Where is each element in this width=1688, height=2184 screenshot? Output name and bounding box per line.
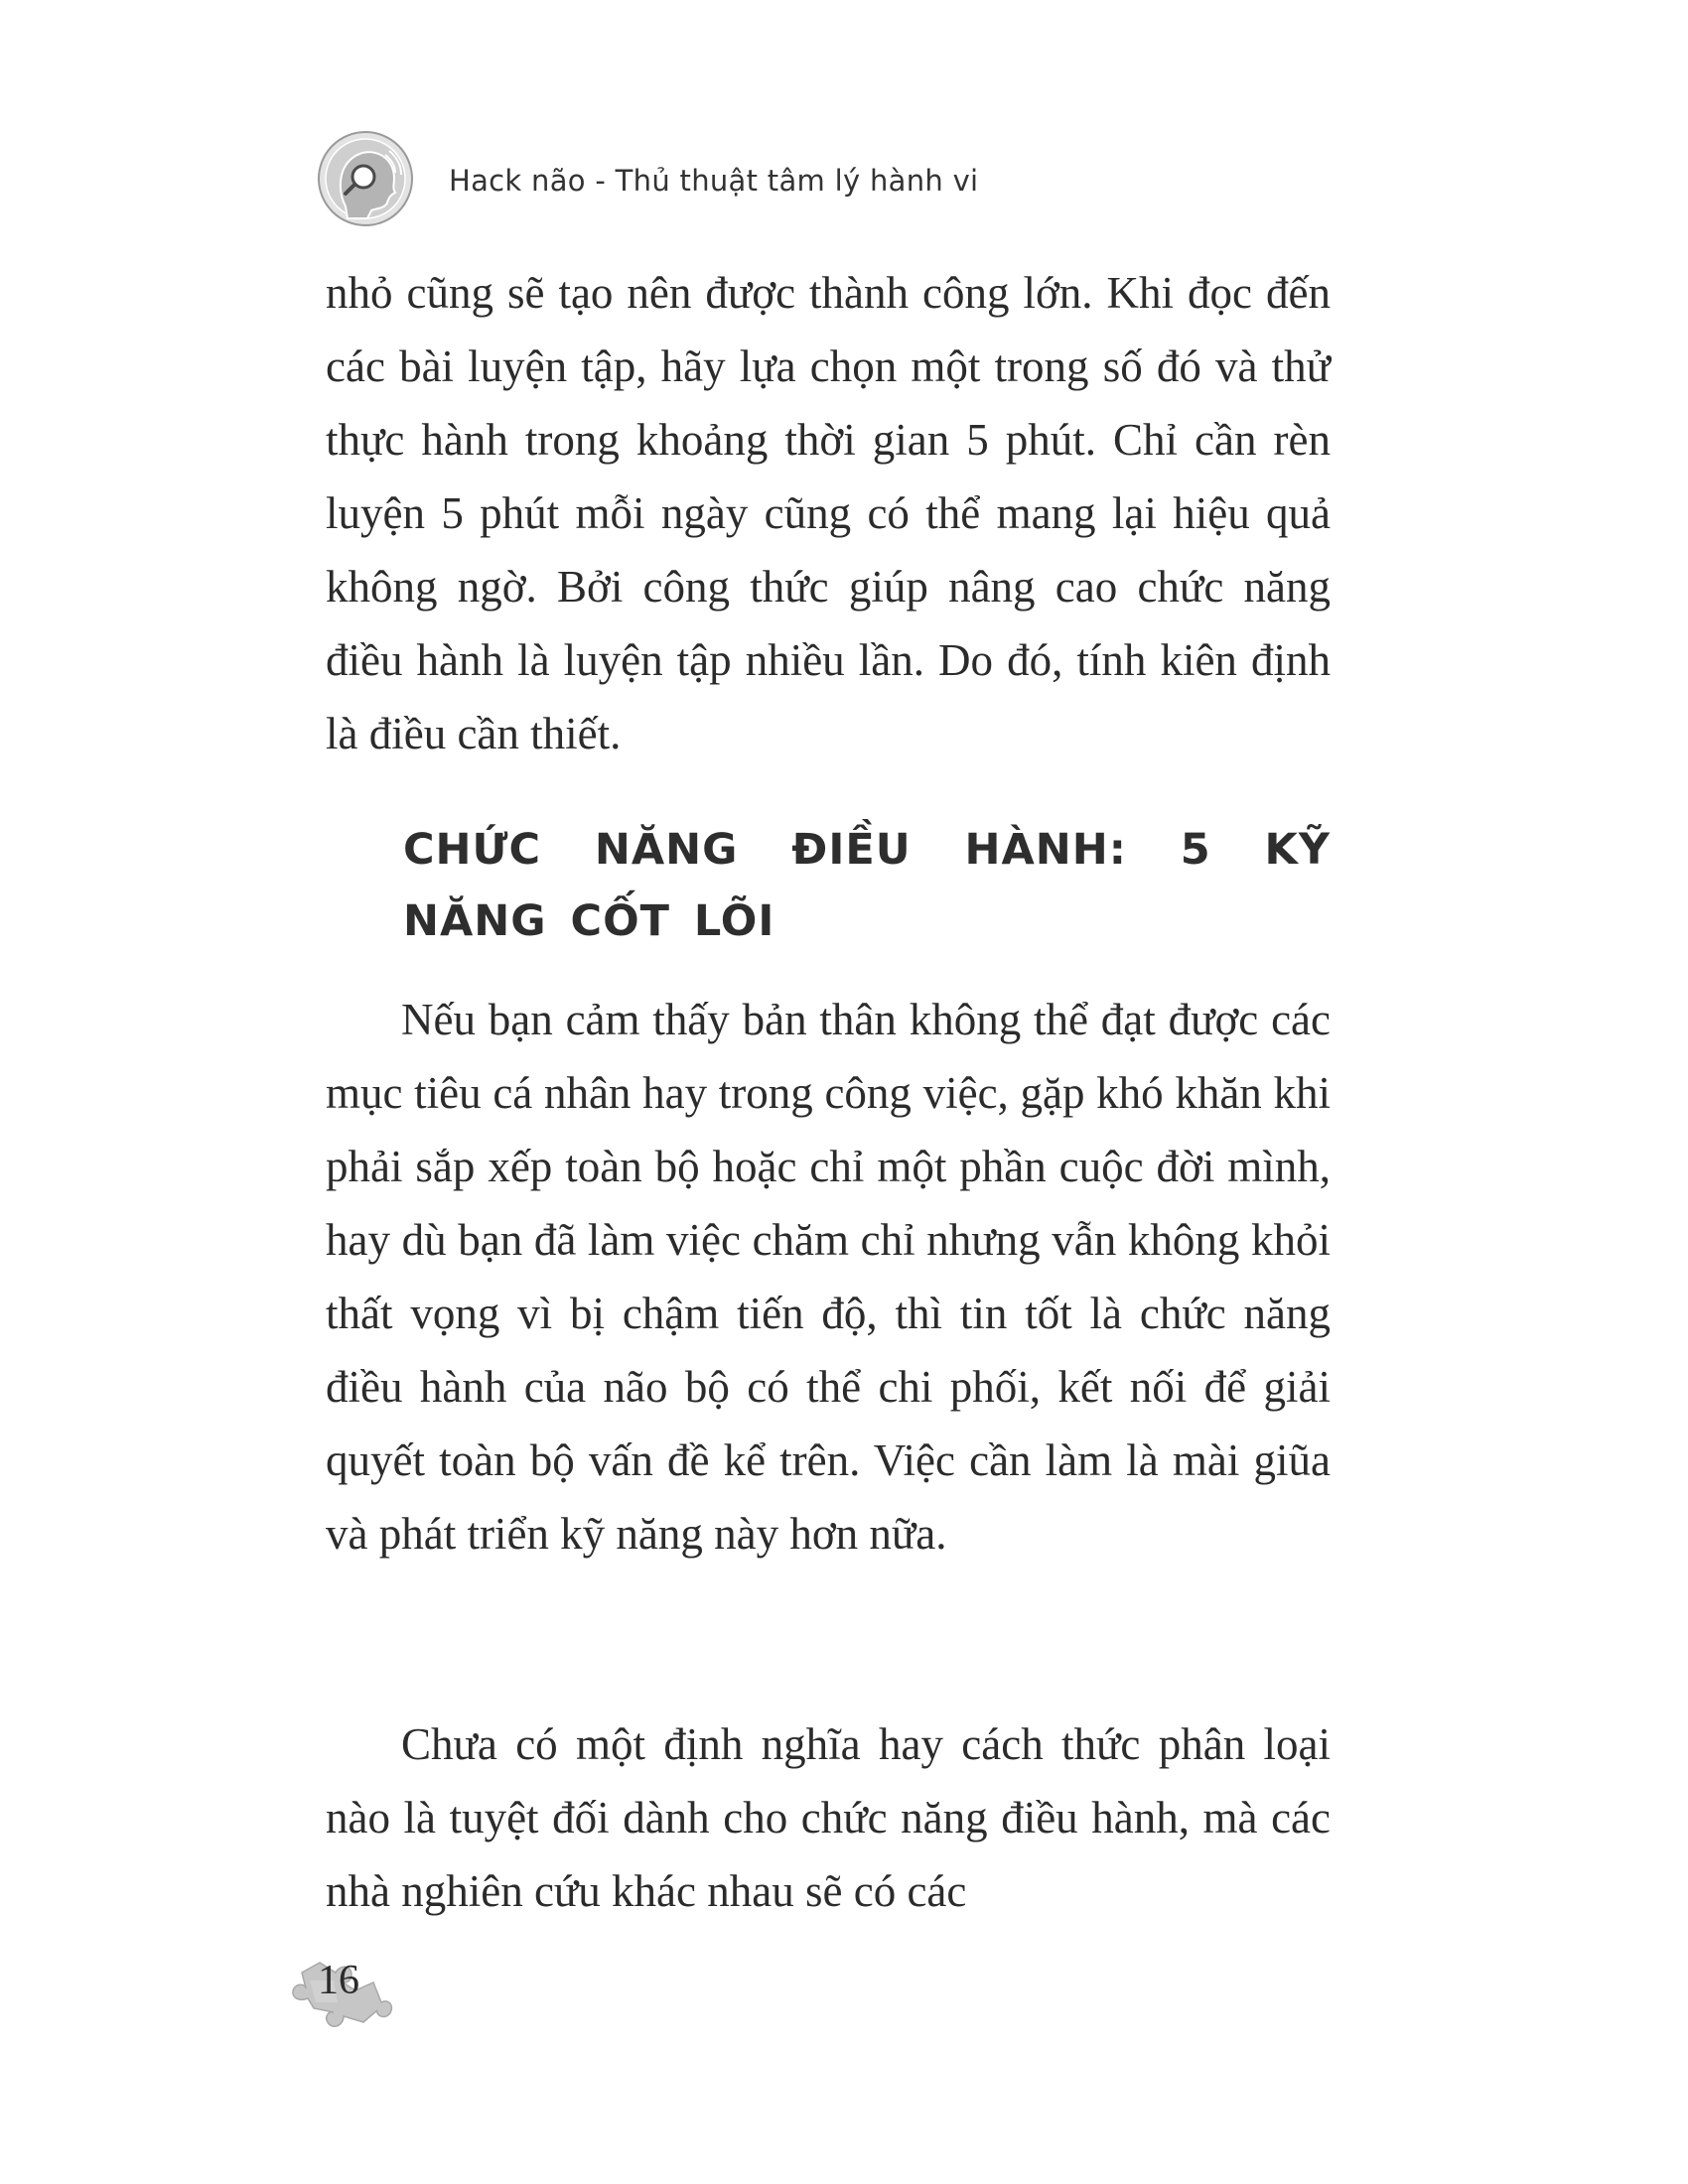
page-footer — [280, 1951, 399, 2040]
paragraph-text: Nếu bạn cảm thấy bản thân không thể đạt được các mục tiêu cá nhân hay trong công việc, gặp khó khăn khi phải sắp xếp toàn bộ hoặc chỉ một phần cuộc đời mình, hay dù bạn đã làm việc chăm chỉ nhưng vẫn không khỏi thất vọng vì bị chậm tiến độ, thì tin tốt là chức năng điều hành của não bộ có thể chi phối, kết nối để giải quyết toàn bộ vấn đề kể trên. Việc cần làm là mài giũa và phát triển kỹ năng này hơn nữa. — [326, 995, 1331, 1559]
page-number: 16 — [318, 1958, 359, 2003]
header-title: Hack não - Thủ thuật tâm lý hành vi — [449, 164, 979, 198]
running-header — [316, 129, 978, 228]
body-paragraph-1 — [326, 256, 1331, 770]
body-paragraph-3 — [326, 1707, 1331, 1928]
paragraph-text: Chưa có một định nghĩa hay cách thức phân loại nào là tuyệt đối dành cho chức năng điều hành, mà các nhà nghiên cứu khác nhau sẽ có các — [326, 1719, 1331, 1916]
body-paragraph-2 — [326, 983, 1331, 1570]
section-heading: CHỨC NĂNG ĐIỀU HÀNH: 5 KỸ NĂNG CỐT LÕI — [403, 825, 1331, 946]
head-magnifier-icon — [316, 129, 415, 228]
paragraph-text: nhỏ cũng sẽ tạo nên được thành công lớn. Khi đọc đến các bài luyện tập, hãy lựa chọn một trong số đó và thử thực hành trong khoảng thời gian 5 phút. Chỉ cần rèn luyện 5 phút mỗi ngày cũng có thể mang lại hiệu quả không ngờ. Bởi công thức giúp nâng cao chức năng điều hành là luyện tập nhiều lần. Do đó, tính kiên định là điều cần thiết. — [326, 268, 1331, 758]
